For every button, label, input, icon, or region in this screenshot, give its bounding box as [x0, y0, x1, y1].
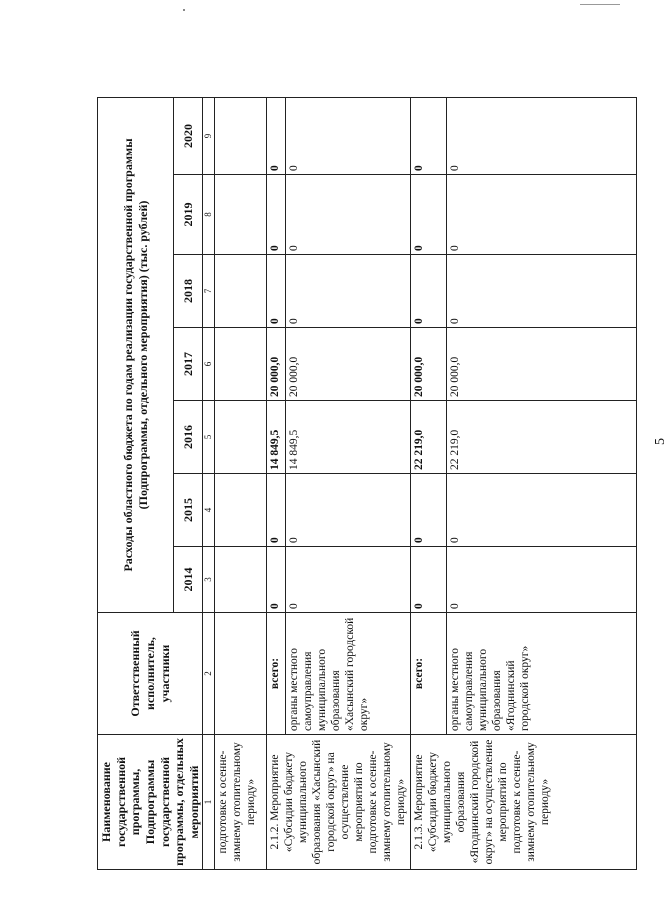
year-2019: 2019 — [174, 175, 203, 255]
header-executor-column: Ответственный исполнитель, участники — [98, 613, 203, 735]
m213-part-2016: 22 219,0 — [446, 401, 637, 474]
program-table — [97, 0, 637, 870]
m213-part-2014: 0 — [446, 547, 637, 613]
year-2015: 2015 — [174, 474, 203, 547]
m212-total-2020: 0 — [267, 97, 285, 174]
m212-part-2014: 0 — [285, 547, 410, 613]
m212-part-2016: 14 849,5 — [285, 401, 410, 474]
m213-total-2020: 0 — [410, 97, 446, 174]
m212-part-2018: 0 — [285, 255, 410, 328]
m213-total-2018: 0 — [410, 255, 446, 328]
col-number-1: 1 — [203, 735, 215, 870]
m213-part-2019: 0 — [446, 175, 637, 255]
col-number-7: 7 — [203, 255, 215, 328]
m213-part-2017: 20 000,0 — [446, 328, 637, 401]
year-2016: 2016 — [174, 401, 203, 474]
header-expenses: Расходы областного бюджета по годам реализации государственной программы (Подпрограммы, отдельного мероприятия) (тыс. рублей) — [98, 97, 174, 612]
header-name-column: Наименование государственной программы, Подпрограммы государственной программы, отдельных мероприятий — [98, 735, 203, 870]
m212-part-2019: 0 — [285, 175, 410, 255]
m212-total-2015: 0 — [267, 474, 285, 547]
col-number-9: 9 — [203, 97, 215, 174]
col-number-6: 6 — [203, 328, 215, 401]
col-number-3: 3 — [203, 547, 215, 613]
m213-total-2014: 0 — [410, 547, 446, 613]
col-number-4: 4 — [203, 474, 215, 547]
year-2014: 2014 — [174, 547, 203, 613]
m212-part-2015: 0 — [285, 474, 410, 547]
m212-part-2017: 20 000,0 — [285, 328, 410, 401]
measure-2-1-3-participant: органы местного самоуправления муниципального образования «Ягоднинский городской округ» — [446, 613, 637, 735]
m213-total-2019: 0 — [410, 175, 446, 255]
m213-total-2017: 20 000,0 — [410, 328, 446, 401]
col-number-5: 5 — [203, 401, 215, 474]
blank-margin — [98, 0, 174, 97]
m212-total-2018: 0 — [267, 255, 285, 328]
page-number: 5 — [653, 438, 668, 445]
m213-part-2020: 0 — [446, 97, 637, 174]
year-2020: 2020 — [174, 97, 203, 174]
m213-total-2015: 0 — [410, 474, 446, 547]
year-2017: 2017 — [174, 328, 203, 401]
col-number-8: 8 — [203, 175, 215, 255]
m212-total-2016: 14 849,5 — [267, 401, 285, 474]
year-2018: 2018 — [174, 255, 203, 328]
rotated-content — [97, 0, 668, 870]
measure-2-1-2-name: 2.1.2. Мероприятие «Субсидии бюджету муниципального образования «Хасынский городской округ» на осуществление мероприятий по подготовке к осенне-зимнему отопительному периоду» — [267, 735, 410, 870]
measure-2-1-2-participant: органы местного самоуправления муниципального образования «Хасынский городской округ» — [285, 613, 410, 735]
continued-row-name: подготовке к осенне-зимнему отопительному периоду» — [215, 735, 267, 870]
measure-2-1-3-name: 2.1.3. Мероприятие «Субсидии бюджету муниципального образования «Ягоднинский городской округ» на осуществление мероприятий по подготовке к осенне-зимнему отопительному периоду» — [410, 735, 637, 870]
measure-2-1-3-total-label: всего: — [410, 613, 446, 735]
m213-total-2016: 22 219,0 — [410, 401, 446, 474]
measure-2-1-2-total-label: всего: — [267, 613, 285, 735]
m212-total-2014: 0 — [267, 547, 285, 613]
m212-total-2019: 0 — [267, 175, 285, 255]
m213-part-2018: 0 — [446, 255, 637, 328]
col-number-2: 2 — [203, 613, 215, 735]
m212-total-2017: 20 000,0 — [267, 328, 285, 401]
m212-part-2020: 0 — [285, 97, 410, 174]
m213-part-2015: 0 — [446, 474, 637, 547]
